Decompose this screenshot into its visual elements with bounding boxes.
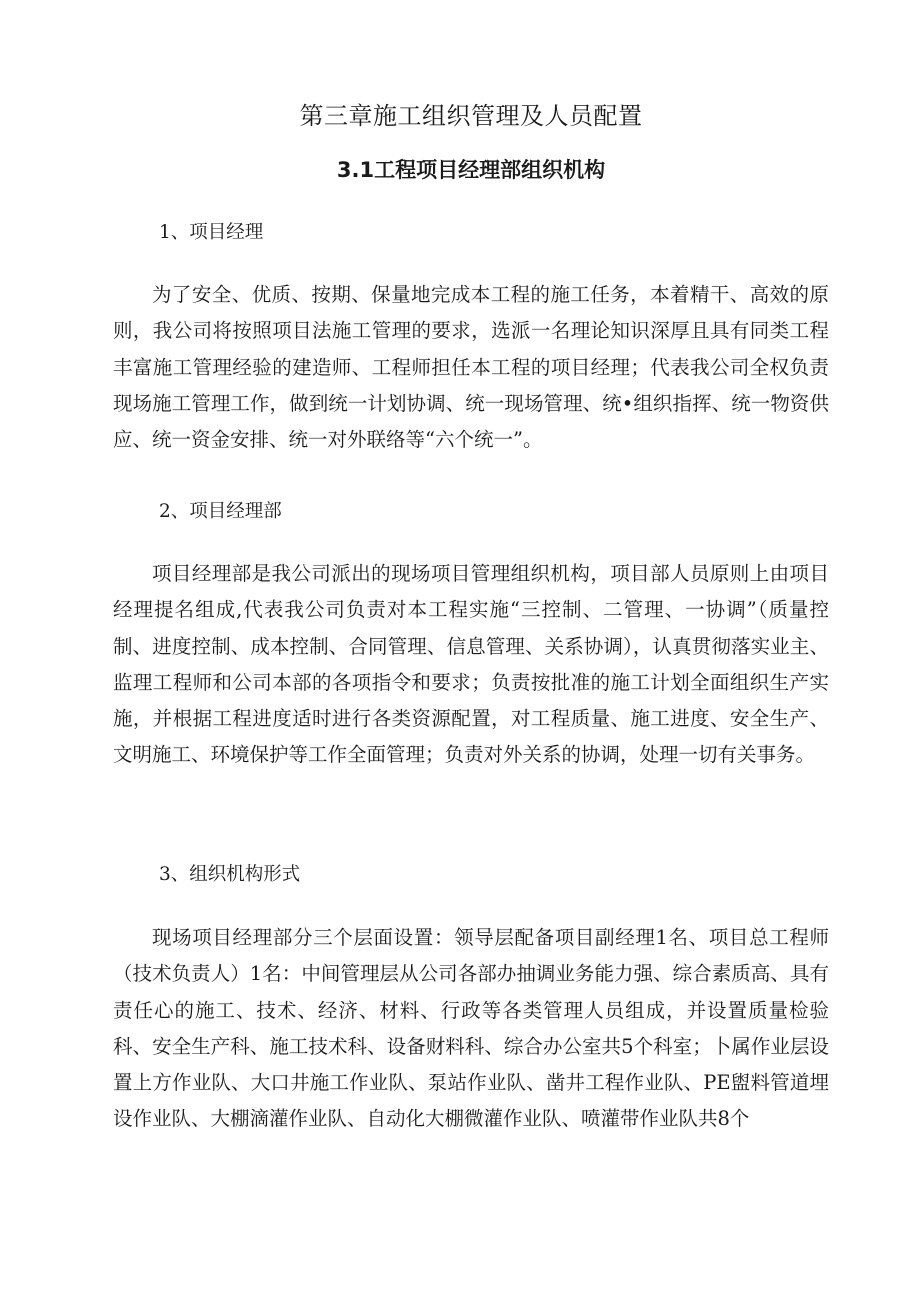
subheading-project-department: 2、项目经理部: [159, 501, 282, 522]
subheading-organization-form: 3、组织机构形式: [159, 864, 301, 885]
paragraph-organization-form: 现场项目经理部分三个层面设置：领导层配备项目副经理1名、项目总工程师（技术负责人）1名：中间管理层从公司各部办抽调业务能力强、综合素质高、具有责任心的施工、技术、经济、材料、行政等各类管理人员组成，并设置质量检验科、安全生产科、施工技术科、设备财料科、综合办公室共5个科室；卜属作业层设置上方作业队、大口井施工作业队、泵站作业队、凿井工程作业队、PE盥料管道埋设作业队、大棚滴灌作业队、自动化大棚微灌作业队、喷灌带作业队共8个: [113, 926, 829, 1131]
subheading-project-manager: 1、项目经理: [159, 222, 264, 243]
paragraph-project-department: 项目经理部是我公司派出的现场项目管理组织机构，项目部人员原则上由项目经理提名组成,代表我公司负责对本工程实施“三控制、二管理、一协调”（质量控制、进度控制、成本控制、合同管理、信息管理、关系协调），认真贯彻落实业主、监理工程师和公司本部的各项指令和要求；负责按批准的施工计划全面组织生产实施，并根据工程进度适时进行各类资源配置，对工程质量、施工进度、安全生产、文明施工、环境保护等工作全面管理；负责对外关系的协调，处理一切有关事务。: [113, 562, 829, 767]
paragraph-project-manager: 为了安全、优质、按期、保量地完成本工程的施工任务，本着精干、高效的原则，我公司将按照项目法施工管理的要求，选派一名理论知识深厚且具有同类工程丰富施工管理经验的建造师、工程师担任本工程的项目经理；代表我公司全权负责现场施工管理工作，做到统一计划协调、统一现场管理、统•组织指挥、统一物资供应、统一资金安排、统一对外联络等“六个统一”。: [113, 283, 829, 452]
section-title: 3.1工程项目经理部组织机构: [336, 158, 606, 182]
chapter-title: 第三章施工组织管理及人员配置: [299, 102, 643, 130]
